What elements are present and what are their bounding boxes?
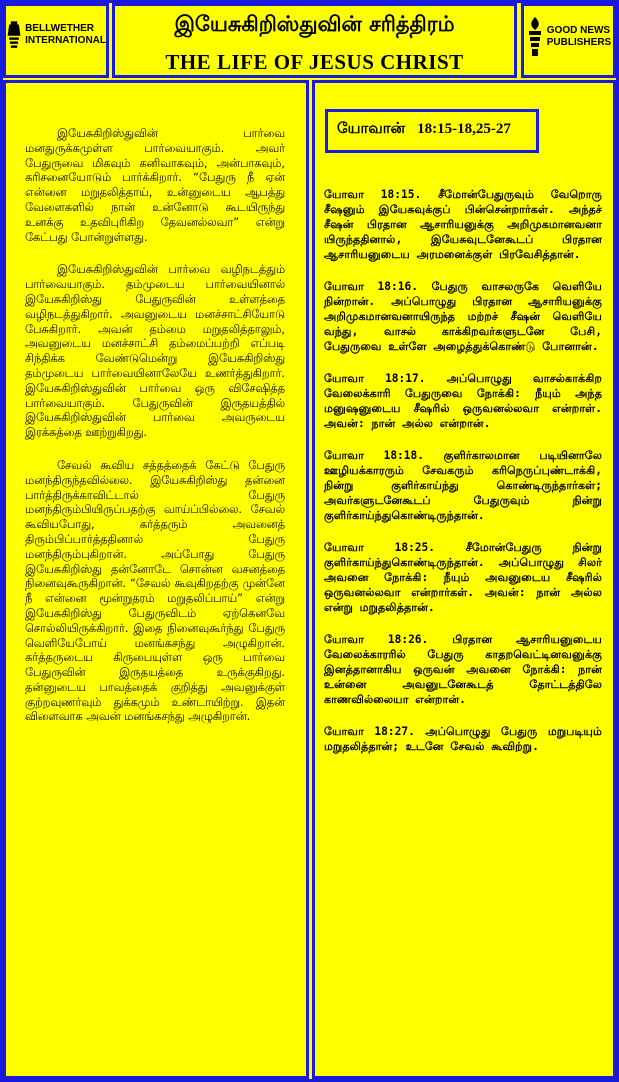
header-right-logo-box (521, 3, 616, 78)
verse: யோவா 18:18. குளிர்காலமான படியினாலே ஊழியக்காரரும் சேவகரும் கரிநெருப்புண்டாக்கி, நின்று குளிர்காய்ந்து கொண்டிருந்தார்கள்; அவர்களுடனேகூடப் பேதுருவும் நின்று குளிர்காய்ந்துகொண்டிருந்தான். (324, 449, 602, 522)
verse: யோவா 18:26. பிரதான ஆசாரியனுடைய வேலைக்காரரில் பேதுரு காதறவெட்டினவனுக்கு இனத்தானாகிய ஒருவன் அவனை நோக்கி: நான் உன்னை அவனுடனேகூடத் தோட்டத்திலே காணவில்லையா என்றான். (324, 633, 602, 706)
commentary-column (3, 80, 309, 1079)
good-news-logo (524, 16, 613, 58)
reference-book: யோவான் (337, 119, 406, 137)
verse: யோவா 18:15. சீமோன்பேதுருவும் வேறொரு சீஷனும் இயேசுவுக்குப் பின்சென்றார்கள். அந்தச் சீஷன் பிரதான ஆசாரியனுக்கு அறிமுகமானவனா யிருந்ததினால், இயேசுவுடனேகூடப் பிரதான ஆசாரியனுடைய அரமனைக்குள் பிரவேசித்தான். (324, 188, 602, 261)
verse: யோவா 18:17. அப்பொழுது வாசல்காக்கிற வேலைக்காரி பேதுருவை நோக்கி: நீயும் அந்த மனுஷனுடைய சீஷரில் ஒருவனல்லவா என்றாள். அவன்: நான் அல்ல என்றான். (324, 372, 602, 430)
title-english: THE LIFE OF JESUS CHRIST (165, 50, 464, 74)
bellwether-logo (6, 16, 106, 54)
verse: யோவா 18:16. பேதுரு வாசலருகே வெளியே நின்றான். அப்பொழுது பிரதான ஆசாரியனுக்கு அறிமுகமானவனாயிருந்த மற்றச் சீஷன் வெளியே வந்து, வாசல் காக்கிறவர்களுடனே பேசி, பேதுருவை உள்ளே அழைத்துக்கொண்டு போனான். (324, 280, 602, 353)
reference-verses: 18:15-18,25-27 (417, 121, 511, 137)
bellwether-sheep-icon (6, 16, 22, 54)
header-title-box (112, 3, 517, 78)
commentary-paragraph: சேவல் கூவிய சத்தத்தைக் கேட்டு பேதுரு மனந்திருந்தவில்லை. இயேசுகிறிஸ்து தன்னை பார்த்திருக்காவிட்டால் பேதுரு மனந்திரும்பியிருப்பதற்கு வாய்ப்பில்லை. சேவல் கூவியபோது, கர்த்தரும் அவனைத் திரும்பிப்பார்த்ததினால் பேதுரு மனந்திரும்புகிறான். அப்போது பேதுரு இயேசுகிறிஸ்து தன்னோடே சொன்ன வசனத்தை நினைவுகூருகிறான். “சேவல் கூவுகிறதற்கு முன்னே நீ என்னை மூன்றுதரம் மறுதலிப்பாய்” என்று இயேசுகிறிஸ்து பேதுருவிடம் ஏற்கெனவே சொல்லியிருக்கிறார். இதை நினைவுகூர்ந்து பேதுரு வெளியேபோய் மனங்கசந்து அழுகிறான். கர்த்தருடைய கிருபையுள்ள ஒரு பார்வை பேதுருவின் இருதயத்தை உருக்குகிறது. தன்னுடைய பாவத்தைக் குறித்து அவனுக்குள் குற்றவுணர்வும் துக்கமும் உண்டாயிற்று. இதன் விளைவாக அவன் மனங்கசந்து அழுகிறான். (25, 458, 285, 724)
scripture-column (312, 80, 616, 1079)
bellwether-logo-text: BELLWETHER INTERNATIONAL (25, 23, 106, 46)
commentary-text (25, 127, 285, 743)
header-left-logo-box (3, 3, 109, 78)
commentary-paragraph: இயேசுகிறிஸ்துவின் பார்வை மனதுருக்கமுள்ள பார்வையாகும். அவர் பேதுருவை மிகவும் கனிவாகவும், அன்பாகவும், கரிசனையோடும் பார்க்கிறார். “பேதுரு நீ ஏன் என்னை மறுதலித்தாய், உன்னுடைய ஆபத்து வேளைகளில் நான் உன்னோடு கூடயிருந்து உனக்கு உதவிபுரிகிற தேவனல்லவா” என்று கேட்பது போன்றுள்ளது. (25, 127, 285, 244)
verse: யோவா 18:27. அப்பொழுது பேதுரு மறுபடியும் மறுதலித்தான்; உடனே சேவல் கூவிற்று. (324, 725, 602, 753)
title-tamil: இயேசுகிறிஸ்துவின் சரித்திரம் (174, 12, 455, 36)
commentary-paragraph: இயேசுகிறிஸ்துவின் பார்வை வழிநடத்தும் பார்வையாகும். தம்முடைய பார்வையினால் இயேசுகிறிஸ்து பேதுருவின் உள்ளத்தை வழிநடத்துகிறார். அவனுடைய மனச்சாட்சியோடு பேசுகிறார். அவன் தம்மை மறுதலித்தாலும், அவனுடைய மனச்சாட்சி தம்மைப்பற்றி எப்படி சிந்திக்க வேண்டுமென்று இயேசுகிறிஸ்து தம்முடைய பார்வையினாலேயே உணர்த்துகிறார். இயேசுகிறிஸ்துவின் பார்வை ஒரு விசேஷித்த பார்வையாகும். பேதுருவின் இருதயத்தில் இயேசுகிறிஸ்துவின் பார்வை அவருடைய இரக்கத்தை ஊற்றுகிறது. (25, 263, 285, 440)
torch-icon (526, 16, 544, 58)
scripture-reference (325, 109, 539, 153)
verse: யோவா 18:25. சீமோன்பேதுரு நின்று குளிர்காய்ந்துகொண்டிருந்தான். அப்பொழுது சிலர் அவனை நோக்கி: நீயும் அவனுடைய சீஷரில் ஒருவனல்லவா என்றார்கள். அவன்: நான் அல்ல என்று மறுதலித்தான். (324, 541, 602, 614)
scripture-text (324, 187, 602, 771)
good-news-logo-text: GOOD NEWS PUBLISHERS (546, 25, 612, 48)
